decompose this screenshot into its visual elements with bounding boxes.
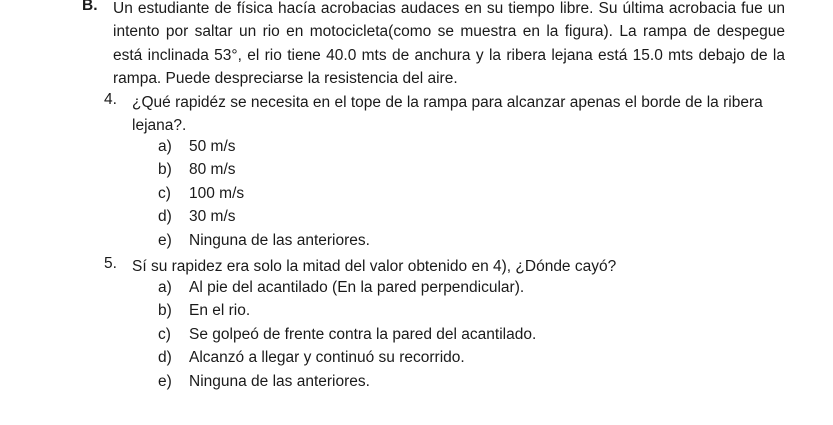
question-5-options [158,276,536,393]
option-text: Ninguna de las anteriores. [189,372,370,390]
question-text: Sí su rapidez era solo la mitad del valor obtenido en 4), ¿Dónde cayó? [132,258,617,275]
question-text: ¿Qué rapidéz se necesita en el tope de la rampa para alcanzar apenas el borde de la ribera lejana?. [132,94,763,135]
problem-letter: B. [82,0,98,14]
option-item [158,346,536,369]
option-item [158,182,370,205]
option-text: 80 m/s [189,161,236,179]
question-4-options [158,135,370,252]
option-letter: c) [158,325,171,343]
option-text: 30 m/s [189,208,236,226]
option-letter: b) [158,302,172,320]
option-letter: a) [158,138,172,155]
option-text: Ninguna de las anteriores. [189,231,370,249]
option-item [158,323,536,346]
option-item [158,229,370,252]
option-item [158,205,370,228]
option-text: Al pie del acantilado (En la pared perpendicular). [189,279,525,296]
option-item [158,299,536,322]
option-text: 100 m/s [189,184,245,202]
option-letter: a) [158,279,172,296]
option-item [158,158,370,181]
question-number: 4. [104,91,117,108]
option-letter: e) [158,372,172,390]
option-letter: b) [158,161,172,179]
option-text: Alcanzó a llegar y continuó su recorrido. [189,349,465,367]
option-item [158,135,370,158]
option-text: Se golpeó de frente contra la pared del acantilado. [189,325,537,343]
option-item [158,276,536,299]
option-letter: c) [158,184,171,202]
option-text: 50 m/s [189,138,236,155]
problem-statement: Un estudiante de física hacía acrobacias audaces en su tiempo libre. Su última acrobacia fue un intento por saltar un rio en motocicleta(como se muestra en la figura). La rampa de despegue está inclinada 53°, el rio tiene 40.0 mts de anchura y la ribera lejana está 15.0 mts debajo de la rampa. Puede despreciarse la resistencia del aire. [113,0,785,88]
option-letter: d) [158,208,172,226]
option-item [158,370,536,393]
option-letter: e) [158,231,172,249]
option-letter: d) [158,349,172,367]
question-number: 5. [104,255,117,272]
option-text: En el rio. [189,302,251,320]
